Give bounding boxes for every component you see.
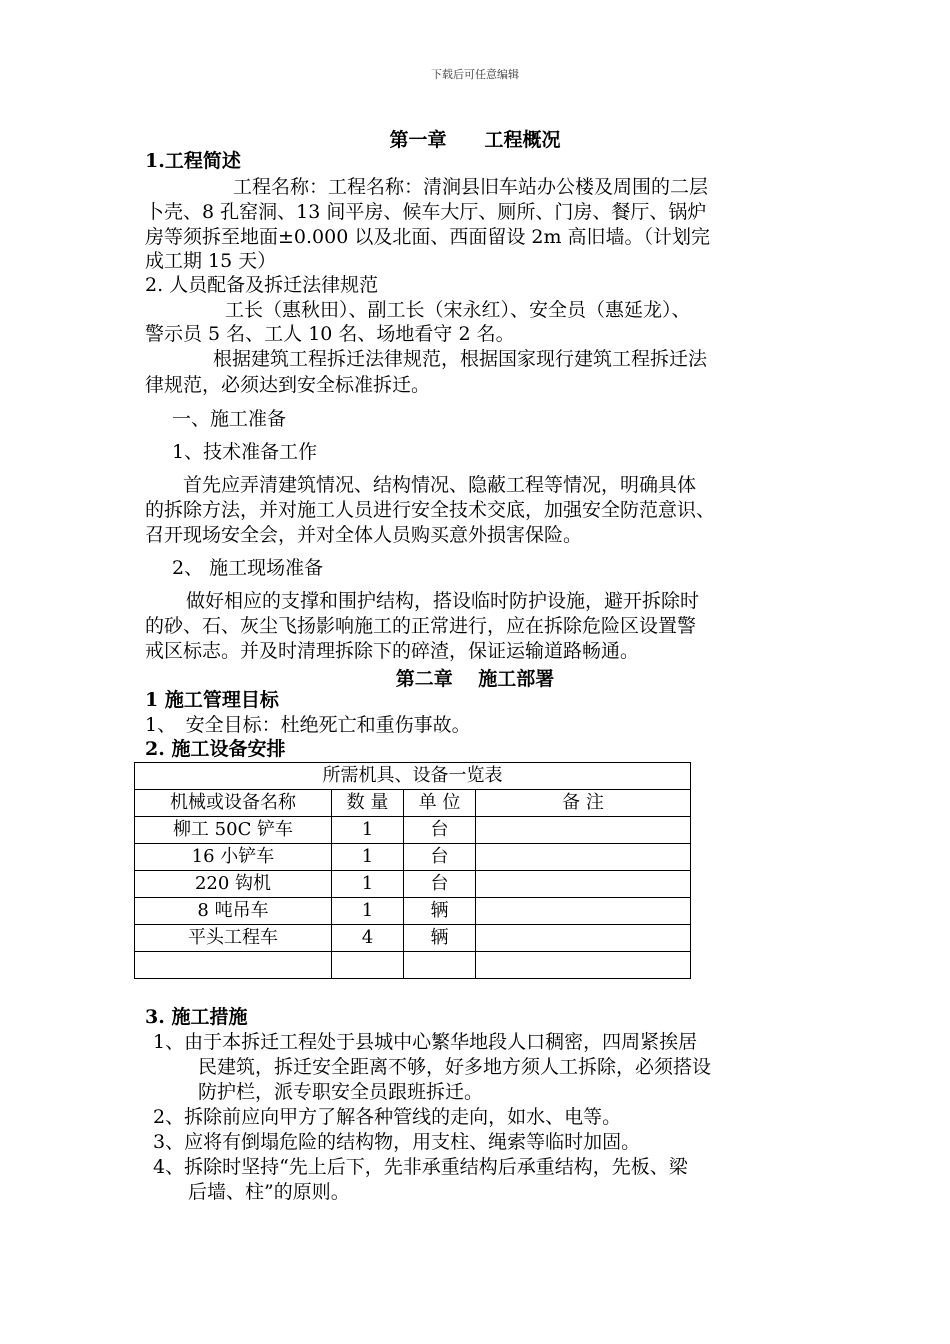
chapter2-title: 第二章 施工部署 — [395, 668, 555, 690]
measures-line: 1、由于本拆迁工程处于县城中心繁华地段人口稠密，四周紧挨居 — [153, 1031, 698, 1053]
tech-prep-line: 的拆除方法，并对施工人员进行安全技术交底，加强安全防范意识、 — [145, 499, 716, 521]
table-row — [135, 817, 691, 844]
table-cell: 台 — [404, 817, 476, 844]
table-cell — [476, 925, 691, 952]
section1-line: 卜壳、8 孔窑洞、13 间平房、候车大厅、厕所、门房、餐厅、锅炉 — [145, 201, 707, 223]
table-row — [135, 871, 691, 898]
mgmt-heading: 1 施工管理目标 — [145, 689, 279, 711]
tech-prep-line: 召开现场安全会，并对全体人员购买意外损害保险。 — [145, 524, 583, 546]
measures-line: 3、应将有倒塌危险的结构物，用支柱、绳索等临时加固。 — [153, 1131, 641, 1153]
table-header-cell: 单 位 — [404, 790, 476, 817]
tech-prep-heading: 1、技术准备工作 — [172, 441, 318, 463]
tech-prep-line: 首先应弄清建筑情况、结构情况、隐蔽工程等情况，明确具体 — [183, 474, 697, 496]
table-cell: 台 — [404, 844, 476, 871]
section2-line: 警示员 5 名、工人 10 名、场地看守 2 名。 — [145, 323, 515, 345]
table-row — [135, 925, 691, 952]
table-header-cell: 数 量 — [332, 790, 404, 817]
table-cell: 台 — [404, 871, 476, 898]
table-cell: 平头工程车 — [135, 925, 332, 952]
section2-line: 律规范，必须达到安全标准拆迁。 — [145, 374, 431, 396]
section1-heading: 1.工程简述 — [145, 150, 241, 172]
table-row — [135, 952, 691, 979]
table-cell: 16 小铲车 — [135, 844, 332, 871]
measures-line: 民建筑，拆迁安全距离不够，好多地方须人工拆除，必须搭设 — [198, 1056, 712, 1078]
prep-heading: 一、施工准备 — [172, 408, 287, 430]
table-cell — [476, 952, 691, 979]
table-cell — [404, 952, 476, 979]
section2-heading: 2. 人员配备及拆迁法律规范 — [145, 274, 379, 296]
measures-line: 2、拆除前应向甲方了解各种管线的走向，如水、电等。 — [153, 1106, 622, 1128]
section2-line: 工长（惠秋田）、副工长（宋永红）、安全员（惠延龙）、 — [225, 299, 691, 321]
mgmt-item: 1、 安全目标：杜绝死亡和重伤事故。 — [145, 714, 471, 736]
table-cell — [135, 952, 332, 979]
table-cell: 辆 — [404, 925, 476, 952]
measures-line: 后墙、柱”的原则。 — [188, 1181, 350, 1203]
chapter1-title: 第一章 工程概况 — [389, 129, 561, 151]
table-cell: 1 — [332, 844, 404, 871]
section2-line: 根据建筑工程拆迁法律规范，根据国家现行建筑工程拆迁法 — [213, 348, 708, 370]
measures-heading: 3. 施工措施 — [145, 1006, 248, 1028]
table-header-cell: 机械或设备名称 — [135, 790, 332, 817]
site-prep-line: 的砂、石、灰尘飞扬影响施工的正常进行，应在拆除危险区设置警 — [145, 615, 697, 637]
measures-line: 4、拆除时坚持“先上后下，先非承重结构后承重结构，先板、梁 — [153, 1156, 688, 1178]
measures-line: 防护栏，派专职安全员跟班拆迁。 — [198, 1081, 484, 1103]
site-prep-line: 戒区标志。并及时清理拆除下的碎渣，保证运输道路畅通。 — [145, 640, 640, 662]
table-cell: 1 — [332, 871, 404, 898]
table-cell: 辆 — [404, 898, 476, 925]
equip-heading: 2. 施工设备安排 — [145, 738, 286, 760]
table-cell — [476, 817, 691, 844]
page-header: 下载后可任意编辑 — [431, 68, 519, 81]
table-title: 所需机具、设备一览表 — [135, 763, 691, 790]
table-header-cell: 备 注 — [476, 790, 691, 817]
table-cell: 1 — [332, 898, 404, 925]
table-cell: 柳工 50C 铲车 — [135, 817, 332, 844]
table-header-row — [135, 790, 691, 817]
site-prep-line: 做好相应的支撑和围护结构，搭设临时防护设施，避开拆除时 — [186, 590, 700, 612]
site-prep-heading: 2、 施工现场准备 — [172, 557, 324, 579]
table-cell — [476, 844, 691, 871]
table-cell: 4 — [332, 925, 404, 952]
table-cell — [332, 952, 404, 979]
equipment-table — [134, 762, 691, 979]
table-cell: 8 吨吊车 — [135, 898, 332, 925]
table-cell: 1 — [332, 817, 404, 844]
table-cell: 220 钩机 — [135, 871, 332, 898]
table-row — [135, 898, 691, 925]
section1-line: 工程名称：工程名称：清涧县旧车站办公楼及周围的二层 — [233, 176, 709, 198]
table-row — [135, 844, 691, 871]
table-cell — [476, 871, 691, 898]
section1-line: 房等须拆至地面±0.000 以及北面、西面留设 2m 高旧墙。（计划完 — [145, 226, 711, 248]
table-cell — [476, 898, 691, 925]
section1-line: 成工期 15 天） — [145, 250, 277, 272]
